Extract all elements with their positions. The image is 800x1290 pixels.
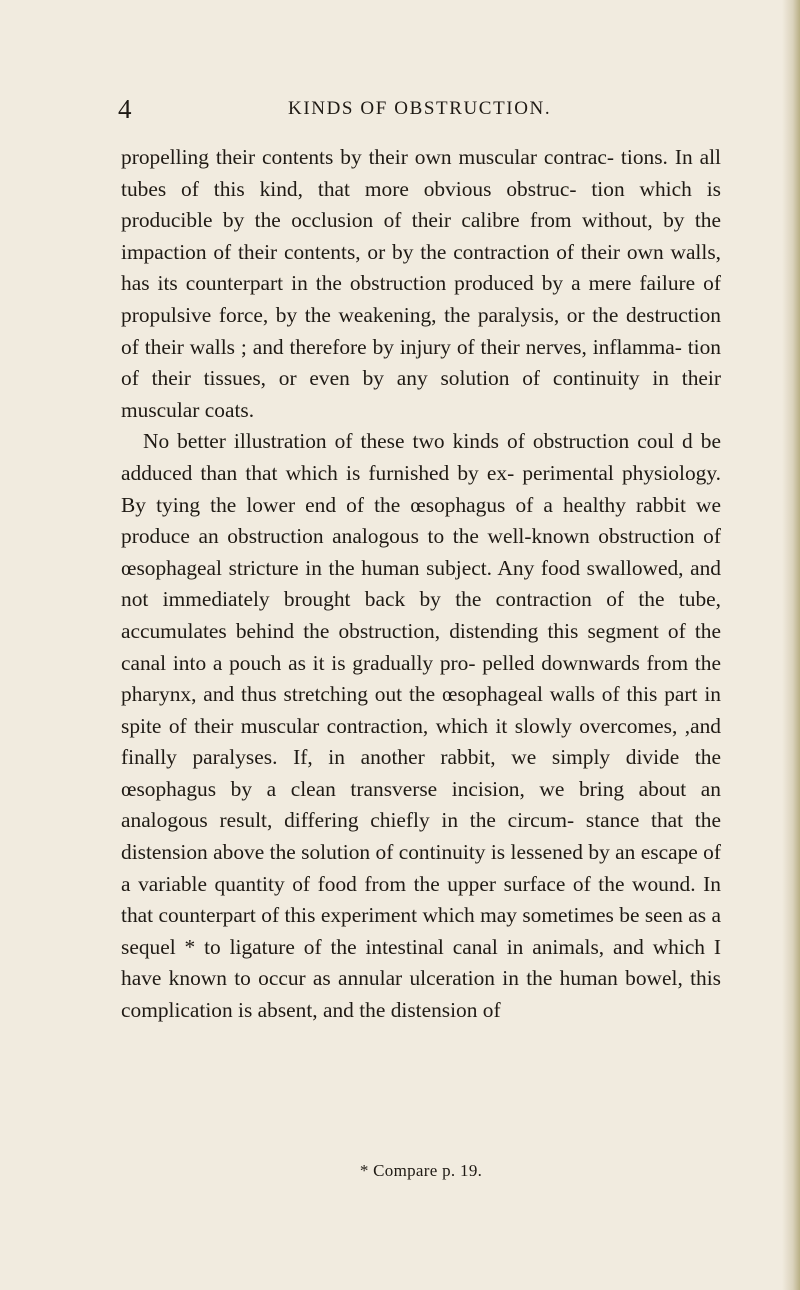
page-number: 4: [118, 94, 132, 124]
footnote: * Compare p. 19.: [359, 1161, 483, 1180]
paragraph-2: No better illustration of these two kinds of obstruction coul d be adduced than that which is furnished by ex- perimental physiology. By tying the lower end of the œsophagus of a healthy rabbit we produce an obstruction analogous to the well-known obstruction of œsophageal stricture in the human subject. Any food swallowed, and not immediately brought back by the contraction of the tube, accumulates behind the obstruction, distending this segment of the canal into a pouch as it is gradually pro- pelled downwards from the pharynx, and thus stretching out the œsophageal walls of this part in spite of their muscular contraction, which it slowly overcomes, ,and finally paralyses. If, in another rabbit, we simply divide the œsophagus by a clean transverse incision, we bring about an analogous result, differing chiefly in the circum- stance that the distension above the solution of continuity is lessened by an escape of a variable quantity of food from the upper surface of the wound. In that counterpart of this experiment which may sometimes be seen as a sequel * to ligature of the intestinal canal in animals, and which I have known to occur as annular ulceration in the human bowel, this complication is absent, and the distension of: [121, 429, 721, 1023]
page-edge: [782, 0, 800, 1290]
paragraph-1: propelling their contents by their own muscular contrac- tions. In all tubes of this kind, that more obvious obstruc- tion which is producible by the occlusion of their calibre from without, by the impaction of their contents, or by the contraction of their own walls, has its counterpart in the obstruction produced by a mere failure of propulsive force, by the weakening, the paralysis, or the destruction of their walls ; and therefore by injury of their nerves, inflamma- tion of their tissues, or even by any solution of continuity in their muscular coats.: [121, 145, 721, 422]
running-title: KINDS OF OBSTRUCTION.: [288, 98, 552, 119]
running-head: [118, 94, 718, 134]
body-text: [121, 142, 721, 1027]
